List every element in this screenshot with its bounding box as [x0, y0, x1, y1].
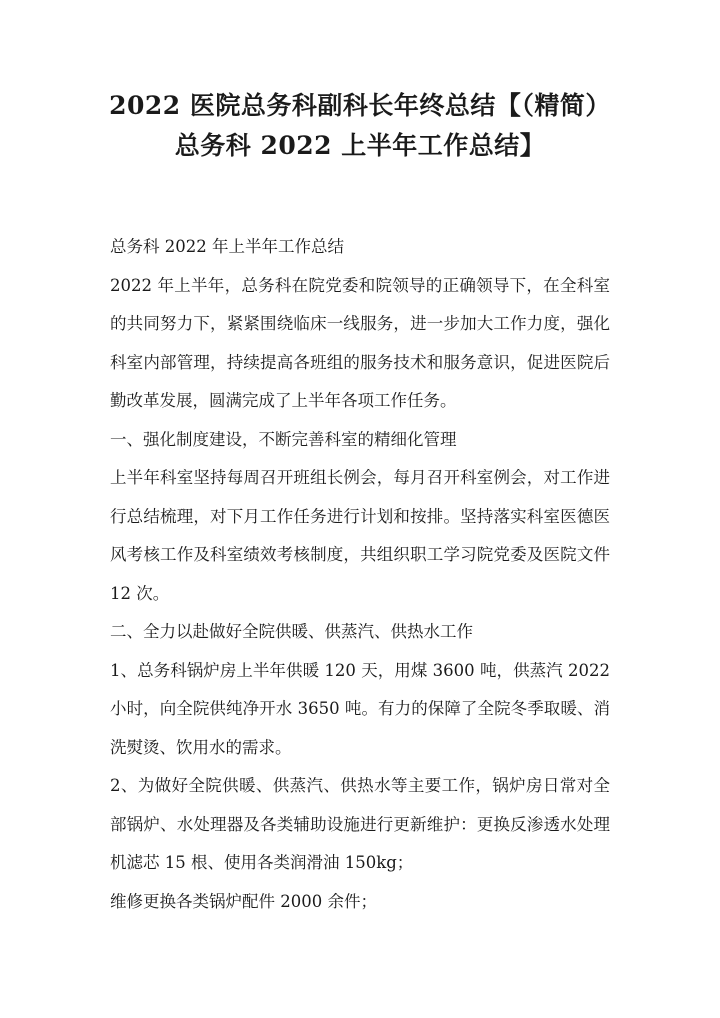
- document-title: [100, 86, 620, 166]
- section-2-item-2: 2、为做好全院供暖、供蒸汽、供热水等主要工作，锅炉房日常对全部锅炉、水处理器及各类辅助设施进行更新维护：更换反渗透水处理机滤芯 15 根、使用各类润滑油 150kg；: [110, 776, 610, 872]
- section-heading-1: 一、强化制度建设，不断完善科室的精细化管理: [110, 429, 457, 449]
- section-2-item-1: 1、总务科锅炉房上半年供暖 120 天，用煤 3600 吨，供蒸汽 2022 小时，向全院供纯净开水 3650 吨。有力的保障了全院冬季取暖、消洗熨烫、饮用水的需求。: [110, 660, 610, 757]
- section-2-item-2-continued: 维修更换各类锅炉配件 2000 余件；: [110, 891, 377, 911]
- title-line-1: 2022 医院总务科副科长年终总结【（精简）: [109, 91, 611, 120]
- document-body: [110, 228, 610, 921]
- intro-paragraph: 2022 年上半年，总务科在院党委和院领导的正确领导下，在全科室的共同努力下，紧紧围绕临床一线服务，进一步加大工作力度，强化科室内部管理，持续提高各班组的服务技术和服务意识，促进医院后勤改革发展，圆满完成了上半年各项工作任务。: [110, 275, 610, 410]
- section-heading-2: 二、全力以赴做好全院供暖、供蒸汽、供热水工作: [110, 622, 473, 641]
- section-1-paragraph: 上半年科室坚持每周召开班组长例会，每月召开科室例会，对工作进行总结梳理，对下月工作任务进行计划和按排。坚持落实科室医德医风考核工作及科室绩效考核制度，共组织职工学习院党委及医院文件 12 次。: [110, 468, 610, 603]
- title-line-2: 总务科 2022 上半年工作总结】: [174, 131, 546, 160]
- section-subtitle: 总务科 2022 年上半年工作总结: [110, 237, 344, 256]
